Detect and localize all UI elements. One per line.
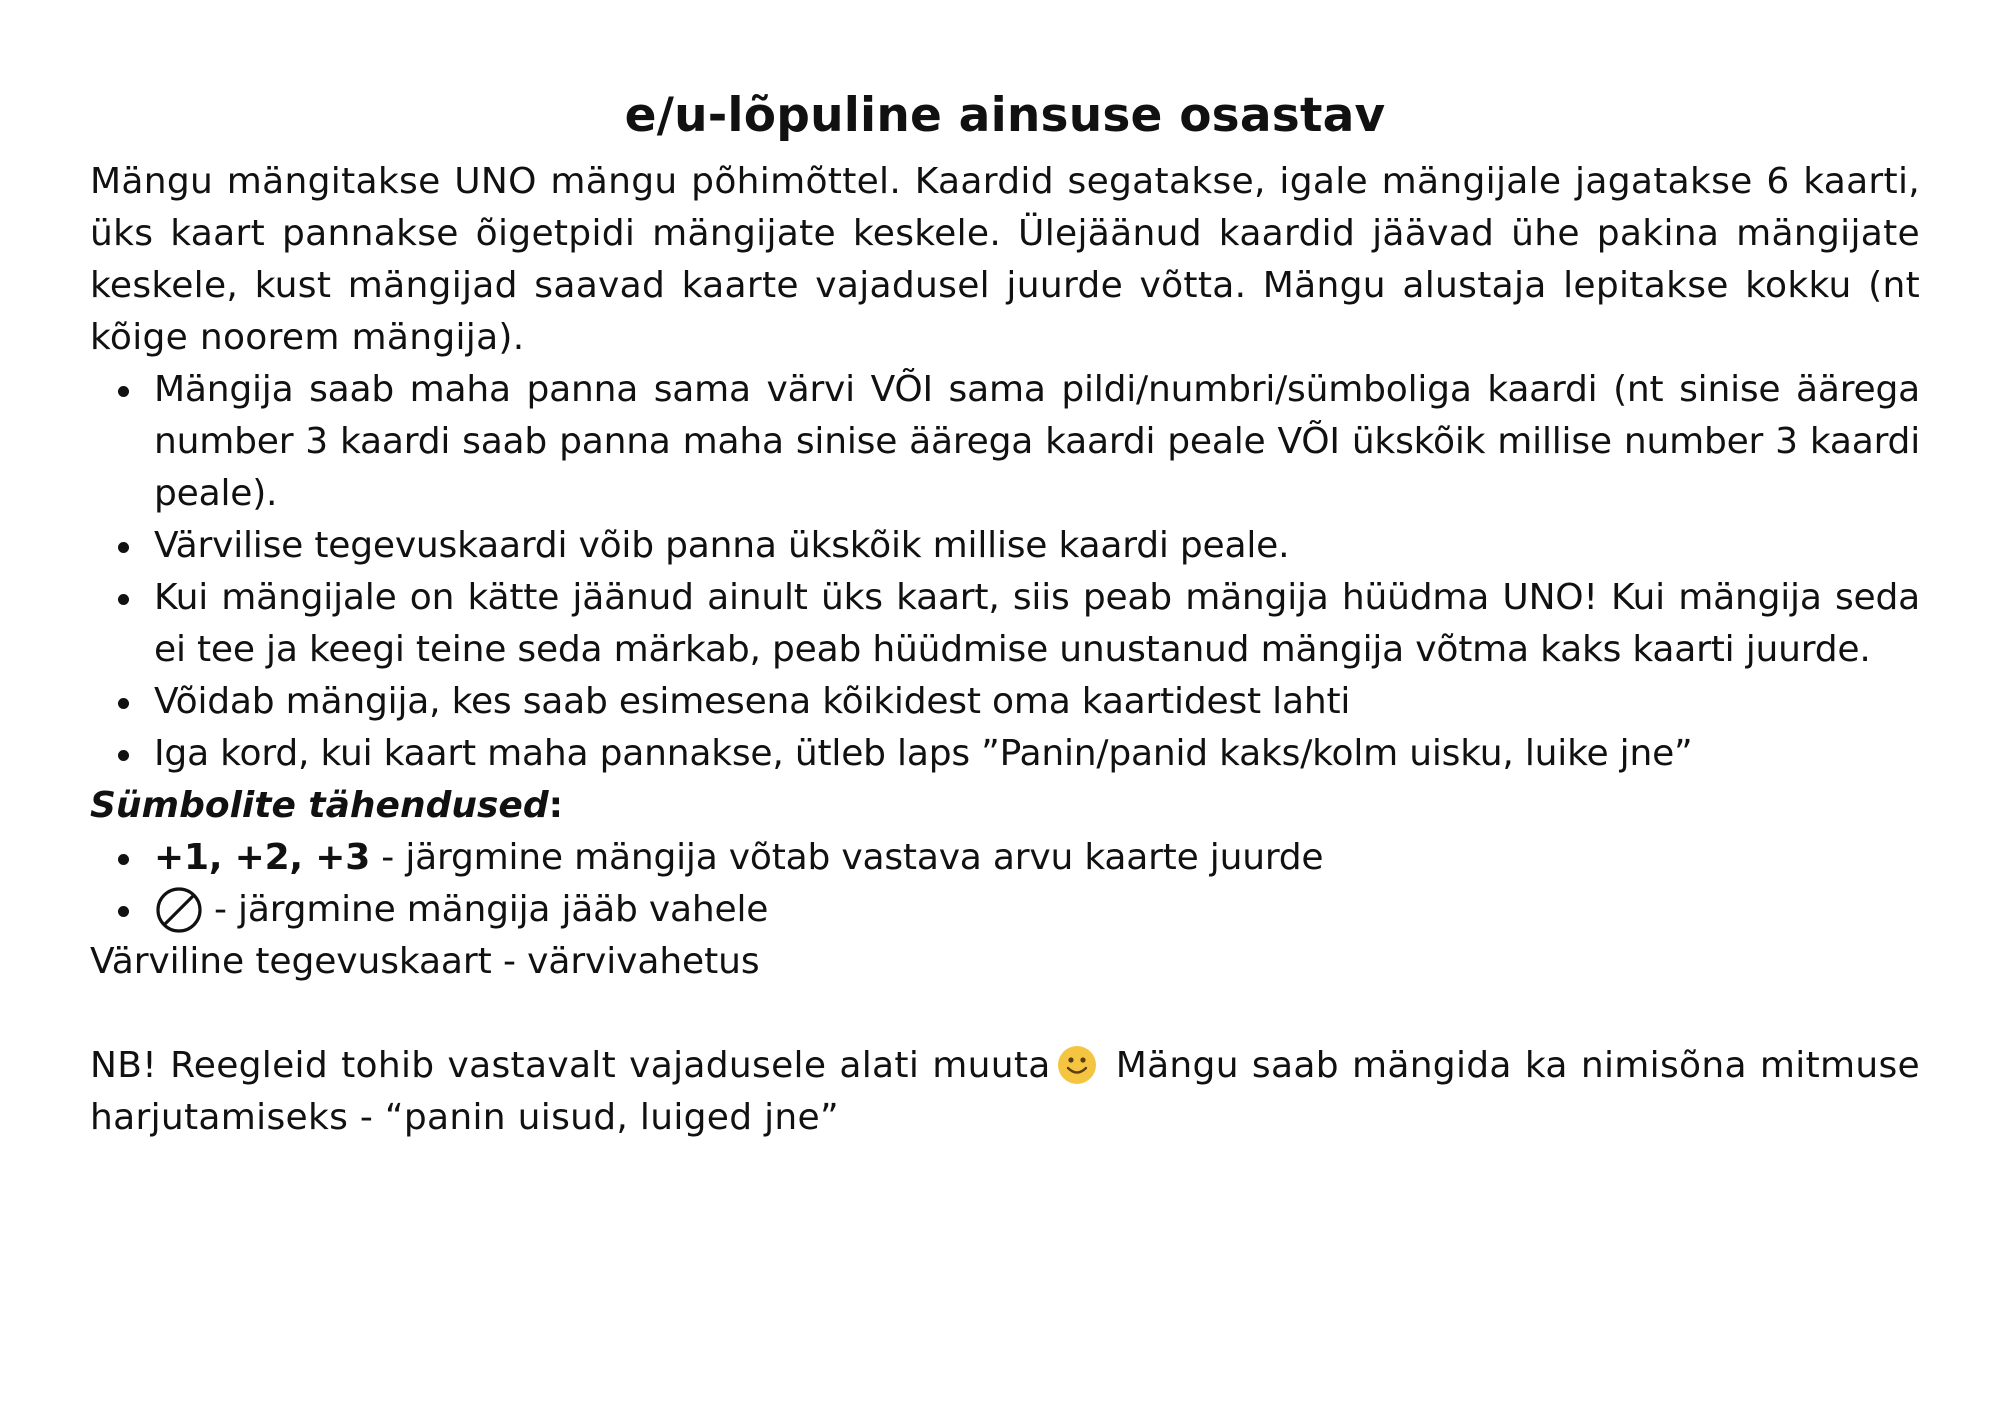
symbols-list bbox=[90, 832, 1920, 936]
symbol-item-plus bbox=[154, 832, 1920, 884]
color-card-line: Värviline tegevuskaart - värvivahetus bbox=[90, 941, 760, 982]
smiley-icon bbox=[1057, 1045, 1097, 1085]
skip-description: - järgmine mängija jääb vahele bbox=[214, 889, 769, 930]
rules-list bbox=[90, 364, 1920, 780]
note-text-before: NB! Reegleid tohib vastavalt vajadusele alati muuta bbox=[90, 1045, 1051, 1086]
skip-icon bbox=[154, 885, 204, 935]
rule-item: Värvilise tegevuskaardi võib panna ükskõik millise kaardi peale. bbox=[154, 520, 1920, 572]
note-text-after: Mängu saab mängida ka nimisõna mitmuse harjutamiseks - “panin uisud, luiged jne” bbox=[90, 1045, 1920, 1138]
page-title: e/u-lõpuline ainsuse osastav bbox=[624, 88, 1386, 143]
symbols-heading bbox=[90, 780, 1920, 832]
document-page bbox=[90, 78, 1920, 1144]
intro-paragraph: Mängu mängitakse UNO mängu põhimõttel. Kaardid segatakse, igale mängijale jagatakse 6 kaarti, üks kaart pannakse õigetpidi mängijate keskele. Ülejäänud kaardid jäävad ühe pakina mängijate keskele, kust mängijad saavad kaarte vajadusel juurde võtta. Mängu alustaja lepitakse kokku (nt kõige noorem mängija). bbox=[90, 161, 1920, 358]
symbols-heading-text: Sümbolite tähendused bbox=[90, 785, 549, 826]
blank-line bbox=[90, 988, 1920, 1040]
symbol-item-skip bbox=[154, 884, 1920, 936]
rule-item: Kui mängijale on kätte jäänud ainult üks kaart, siis peab mängija hüüdma UNO! Kui mängija seda ei tee ja keegi teine seda märkab, peab hüüdmise unustanud mängija võtma kaks kaarti juurde. bbox=[154, 572, 1920, 676]
plus-cards-label: +1, +2, +3 bbox=[154, 837, 371, 878]
rule-item: Võidab mängija, kes saab esimesena kõikidest oma kaartidest lahti bbox=[154, 676, 1920, 728]
rule-item: Iga kord, kui kaart maha pannakse, ütleb laps ”Panin/panid kaks/kolm uisku, luike jne” bbox=[154, 728, 1920, 780]
plus-cards-description: - järgmine mängija võtab vastava arvu kaarte juurde bbox=[370, 837, 1324, 878]
note-paragraph bbox=[90, 1040, 1920, 1144]
symbols-heading-colon: : bbox=[548, 785, 564, 826]
rule-item: Mängija saab maha panna sama värvi VÕI sama pildi/numbri/sümboliga kaardi (nt sinise äärega number 3 kaardi saab panna maha sinise äärega kaardi peale VÕI ükskõik millise number 3 kaardi peale). bbox=[154, 364, 1920, 520]
